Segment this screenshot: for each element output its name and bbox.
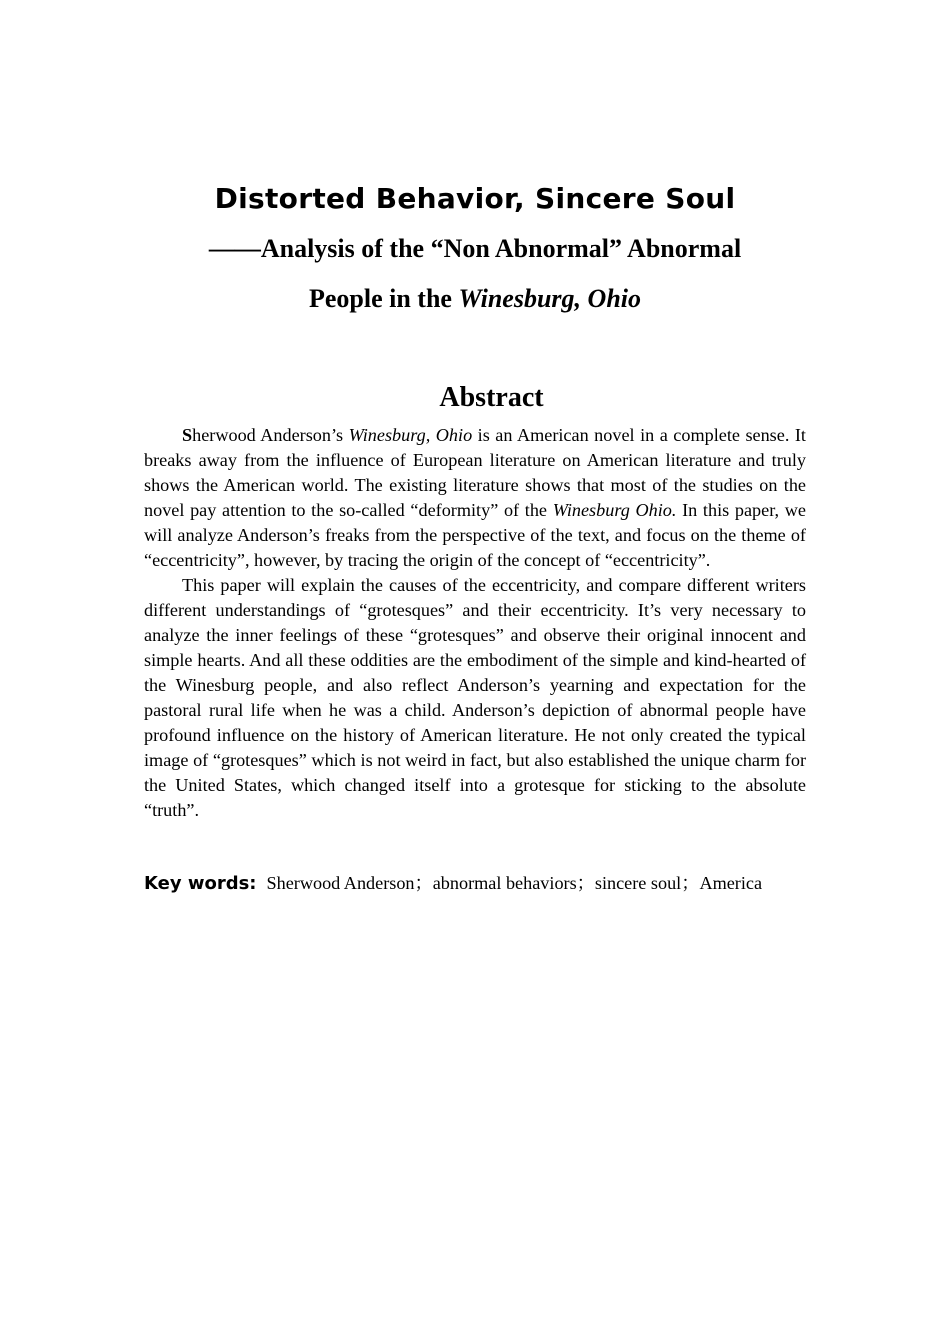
paper-subtitle-line-2 bbox=[0, 281, 950, 317]
keyword-separator: ； bbox=[414, 873, 433, 893]
paper-title: Distorted Behavior, Sincere Soul bbox=[214, 182, 736, 215]
keyword-item: America bbox=[699, 873, 763, 893]
paper-subtitle-line-1: ——Analysis of the “Non Abnormal” Abnormal bbox=[208, 234, 742, 263]
abstract-dropcap: S bbox=[182, 425, 193, 445]
abstract-paragraph-1 bbox=[144, 423, 806, 573]
keyword-item: abnormal behaviors bbox=[432, 873, 577, 893]
abstract-p1-text-1: herwood Anderson’s bbox=[192, 425, 349, 445]
keyword-separator: ； bbox=[681, 873, 700, 893]
keywords-label: Key words: bbox=[144, 873, 257, 894]
abstract-p1-text-2: is an American novel in a complete sense. It breaks away from the influence of European literature on American literature and truly shows the American world. The existing literature shows that most of the studies on the novel pay attention to the so-called “deformity” of the bbox=[144, 425, 806, 520]
abstract-body bbox=[144, 423, 806, 823]
keywords-line bbox=[144, 871, 824, 896]
abstract-p1-book-title-1: Winesburg, Ohio bbox=[348, 425, 473, 445]
keyword-item: sincere soul bbox=[594, 873, 682, 893]
keyword-separator: ； bbox=[576, 873, 595, 893]
subtitle-book-title: Winesburg, Ohio bbox=[458, 284, 642, 313]
abstract-p1-book-title-2: Winesburg Ohio. bbox=[552, 500, 677, 520]
subtitle-prefix: People in the bbox=[308, 284, 459, 313]
abstract-heading: Abstract bbox=[439, 382, 544, 413]
abstract-p1-text-3: In this paper, we will analyze Anderson’s freaks from the perspective of the text, and focus on the theme of “eccentricity”, however, by tracing the origin of the concept of “eccentricity”. bbox=[144, 500, 806, 570]
keyword-item: Sherwood Anderson bbox=[266, 873, 415, 893]
abstract-paragraph-2: This paper will explain the causes of the eccentricity, and compare different writers different understandings of “grotesques” and their eccentricity. It’s very necessary to analyze the inner feelings of these “grotesques” and observe their original innocent and simple hearts. And all these oddities are the embodiment of the simple and kind-hearted of the Winesburg people, and also reflect Anderson’s yearning and expectation for the pastoral rural life when he was a child. Anderson’s depiction of abnormal people have profound influence on the history of American literature. He not only created the typical image of “grotesques” which is not weird in fact, but also established the unique charm for the United States, which changed itself into a grotesque for sticking to the absolute “truth”. bbox=[144, 575, 806, 820]
